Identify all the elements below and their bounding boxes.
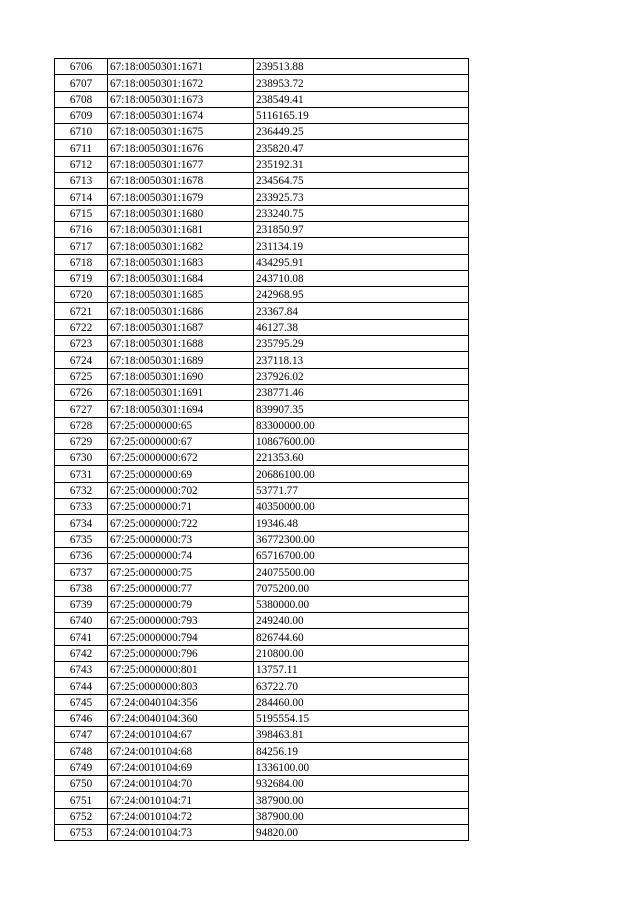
row-number-cell: 6739	[55, 596, 108, 612]
table-row	[55, 336, 469, 352]
row-number-cell: 6714	[55, 189, 108, 205]
cadastral-number-cell: 67:25:0000000:65	[108, 417, 254, 433]
cadastral-number-cell: 67:18:0050301:1680	[108, 205, 254, 221]
cadastral-number-cell: 67:25:0000000:69	[108, 466, 254, 482]
row-number-cell: 6752	[55, 808, 108, 824]
value-cell: 1336100.00	[254, 759, 469, 775]
cadastral-number-cell: 67:18:0050301:1689	[108, 352, 254, 368]
cadastral-number-cell: 67:25:0000000:702	[108, 482, 254, 498]
cadastral-number-cell: 67:25:0000000:794	[108, 629, 254, 645]
cadastral-number-cell: 67:24:0010104:68	[108, 743, 254, 759]
value-cell: 210800.00	[254, 645, 469, 661]
cadastral-number-cell: 67:18:0050301:1671	[108, 59, 254, 75]
cadastral-number-cell: 67:18:0050301:1673	[108, 91, 254, 107]
value-cell: 239513.88	[254, 59, 469, 75]
row-number-cell: 6723	[55, 336, 108, 352]
table-row	[55, 59, 469, 75]
row-number-cell: 6738	[55, 580, 108, 596]
value-cell: 24075500.00	[254, 564, 469, 580]
cadastral-number-cell: 67:18:0050301:1684	[108, 270, 254, 286]
value-cell: 5380000.00	[254, 596, 469, 612]
row-number-cell: 6712	[55, 156, 108, 172]
row-number-cell: 6722	[55, 319, 108, 335]
cadastral-number-cell: 67:18:0050301:1685	[108, 287, 254, 303]
value-cell: 53771.77	[254, 482, 469, 498]
table-row	[55, 743, 469, 759]
value-cell: 387900.00	[254, 808, 469, 824]
row-number-cell: 6740	[55, 613, 108, 629]
table-row	[55, 531, 469, 547]
value-cell: 94820.00	[254, 824, 469, 840]
table-row	[55, 401, 469, 417]
value-cell: 10867600.00	[254, 433, 469, 449]
value-cell: 387900.00	[254, 792, 469, 808]
row-number-cell: 6716	[55, 221, 108, 237]
cadastral-number-cell: 67:24:0010104:71	[108, 792, 254, 808]
table-row	[55, 678, 469, 694]
cadastral-number-cell: 67:24:0010104:67	[108, 727, 254, 743]
row-number-cell: 6733	[55, 499, 108, 515]
table-row	[55, 776, 469, 792]
table-row	[55, 515, 469, 531]
cadastral-number-cell: 67:24:0010104:69	[108, 759, 254, 775]
table-row	[55, 466, 469, 482]
table-row	[55, 287, 469, 303]
cadastral-number-cell: 67:25:0000000:75	[108, 564, 254, 580]
cadastral-number-cell: 67:18:0050301:1679	[108, 189, 254, 205]
table-row	[55, 156, 469, 172]
cadastral-number-cell: 67:18:0050301:1690	[108, 368, 254, 384]
table-row	[55, 482, 469, 498]
value-cell: 235820.47	[254, 140, 469, 156]
value-cell: 249240.00	[254, 613, 469, 629]
row-number-cell: 6743	[55, 661, 108, 677]
row-number-cell: 6744	[55, 678, 108, 694]
value-cell: 23367.84	[254, 303, 469, 319]
row-number-cell: 6742	[55, 645, 108, 661]
cadastral-number-cell: 67:18:0050301:1686	[108, 303, 254, 319]
cadastral-number-cell: 67:24:0040104:356	[108, 694, 254, 710]
cadastral-number-cell: 67:18:0050301:1688	[108, 336, 254, 352]
cadastral-number-cell: 67:18:0050301:1682	[108, 238, 254, 254]
value-cell: 235192.31	[254, 156, 469, 172]
row-number-cell: 6726	[55, 384, 108, 400]
row-number-cell: 6746	[55, 710, 108, 726]
value-cell: 221353.60	[254, 450, 469, 466]
table-row	[55, 368, 469, 384]
value-cell: 236449.25	[254, 124, 469, 140]
row-number-cell: 6753	[55, 824, 108, 840]
cadastral-number-cell: 67:18:0050301:1691	[108, 384, 254, 400]
cadastral-number-cell: 67:25:0000000:67	[108, 433, 254, 449]
cadastral-number-cell: 67:24:0010104:70	[108, 776, 254, 792]
value-cell: 398463.81	[254, 727, 469, 743]
value-cell: 237118.13	[254, 352, 469, 368]
row-number-cell: 6706	[55, 59, 108, 75]
cadastral-number-cell: 67:25:0000000:77	[108, 580, 254, 596]
value-cell: 65716700.00	[254, 547, 469, 563]
cadastral-number-cell: 67:18:0050301:1676	[108, 140, 254, 156]
cadastral-number-cell: 67:25:0000000:803	[108, 678, 254, 694]
value-cell: 5195554.15	[254, 710, 469, 726]
value-cell: 284460.00	[254, 694, 469, 710]
table-row	[55, 221, 469, 237]
value-cell: 243710.08	[254, 270, 469, 286]
table-row	[55, 254, 469, 270]
value-cell: 233925.73	[254, 189, 469, 205]
table-row	[55, 173, 469, 189]
row-number-cell: 6741	[55, 629, 108, 645]
row-number-cell: 6747	[55, 727, 108, 743]
table-row	[55, 824, 469, 840]
table-row	[55, 238, 469, 254]
row-number-cell: 6748	[55, 743, 108, 759]
cadastral-number-cell: 67:25:0000000:796	[108, 645, 254, 661]
row-number-cell: 6728	[55, 417, 108, 433]
row-number-cell: 6721	[55, 303, 108, 319]
row-number-cell: 6718	[55, 254, 108, 270]
row-number-cell: 6710	[55, 124, 108, 140]
cadastral-number-cell: 67:24:0010104:73	[108, 824, 254, 840]
value-cell: 839907.35	[254, 401, 469, 417]
value-cell: 7075200.00	[254, 580, 469, 596]
table-row	[55, 564, 469, 580]
table-row	[55, 792, 469, 808]
row-number-cell: 6734	[55, 515, 108, 531]
cadastral-number-cell: 67:25:0000000:672	[108, 450, 254, 466]
row-number-cell: 6725	[55, 368, 108, 384]
value-cell: 235795.29	[254, 336, 469, 352]
value-cell: 231134.19	[254, 238, 469, 254]
row-number-cell: 6715	[55, 205, 108, 221]
row-number-cell: 6708	[55, 91, 108, 107]
value-cell: 238953.72	[254, 75, 469, 91]
value-cell: 234564.75	[254, 173, 469, 189]
cadastral-number-cell: 67:18:0050301:1678	[108, 173, 254, 189]
cadastral-number-cell: 67:18:0050301:1687	[108, 319, 254, 335]
value-cell: 233240.75	[254, 205, 469, 221]
table-row	[55, 499, 469, 515]
cadastral-number-cell: 67:25:0000000:79	[108, 596, 254, 612]
cadastral-number-cell: 67:18:0050301:1677	[108, 156, 254, 172]
cadastral-number-cell: 67:25:0000000:71	[108, 499, 254, 515]
row-number-cell: 6735	[55, 531, 108, 547]
table-row	[55, 808, 469, 824]
row-number-cell: 6717	[55, 238, 108, 254]
cadastral-number-cell: 67:25:0000000:801	[108, 661, 254, 677]
row-number-cell: 6729	[55, 433, 108, 449]
row-number-cell: 6707	[55, 75, 108, 91]
table-row	[55, 75, 469, 91]
table-row	[55, 629, 469, 645]
cadastral-number-cell: 67:24:0010104:72	[108, 808, 254, 824]
row-number-cell: 6750	[55, 776, 108, 792]
table-body	[55, 59, 469, 841]
value-cell: 932684.00	[254, 776, 469, 792]
table-row	[55, 580, 469, 596]
value-cell: 237926.02	[254, 368, 469, 384]
table-row	[55, 547, 469, 563]
table-row	[55, 352, 469, 368]
table-row	[55, 91, 469, 107]
value-cell: 19346.48	[254, 515, 469, 531]
table-row	[55, 417, 469, 433]
row-number-cell: 6711	[55, 140, 108, 156]
table-row	[55, 140, 469, 156]
value-cell: 13757.11	[254, 661, 469, 677]
table-row	[55, 613, 469, 629]
table-row	[55, 759, 469, 775]
row-number-cell: 6724	[55, 352, 108, 368]
value-cell: 434295.91	[254, 254, 469, 270]
row-number-cell: 6731	[55, 466, 108, 482]
table-row	[55, 433, 469, 449]
row-number-cell: 6732	[55, 482, 108, 498]
row-number-cell: 6751	[55, 792, 108, 808]
value-cell: 231850.97	[254, 221, 469, 237]
table-row	[55, 727, 469, 743]
table-row	[55, 270, 469, 286]
cadastral-number-cell: 67:18:0050301:1681	[108, 221, 254, 237]
table-row	[55, 205, 469, 221]
table-row	[55, 450, 469, 466]
table-row	[55, 661, 469, 677]
row-number-cell: 6730	[55, 450, 108, 466]
value-cell: 84256.19	[254, 743, 469, 759]
cadastral-number-cell: 67:24:0040104:360	[108, 710, 254, 726]
value-cell: 238549.41	[254, 91, 469, 107]
table-row	[55, 710, 469, 726]
value-cell: 5116165.19	[254, 107, 469, 123]
cadastral-number-cell: 67:25:0000000:73	[108, 531, 254, 547]
cadastral-number-cell: 67:18:0050301:1694	[108, 401, 254, 417]
table-row	[55, 124, 469, 140]
value-cell: 20686100.00	[254, 466, 469, 482]
row-number-cell: 6745	[55, 694, 108, 710]
value-cell: 83300000.00	[254, 417, 469, 433]
cadastral-number-cell: 67:25:0000000:793	[108, 613, 254, 629]
table-row	[55, 303, 469, 319]
cadastral-number-cell: 67:25:0000000:74	[108, 547, 254, 563]
cadastral-number-cell: 67:18:0050301:1672	[108, 75, 254, 91]
cadastral-number-cell: 67:18:0050301:1675	[108, 124, 254, 140]
table-row	[55, 596, 469, 612]
row-number-cell: 6736	[55, 547, 108, 563]
table-row	[55, 107, 469, 123]
value-cell: 242968.95	[254, 287, 469, 303]
row-number-cell: 6709	[55, 107, 108, 123]
cadastral-number-cell: 67:25:0000000:722	[108, 515, 254, 531]
cadastral-number-cell: 67:18:0050301:1674	[108, 107, 254, 123]
cadastral-number-cell: 67:18:0050301:1683	[108, 254, 254, 270]
value-cell: 826744.60	[254, 629, 469, 645]
table-row	[55, 645, 469, 661]
row-number-cell: 6719	[55, 270, 108, 286]
row-number-cell: 6713	[55, 173, 108, 189]
row-number-cell: 6749	[55, 759, 108, 775]
table-row	[55, 694, 469, 710]
table-row	[55, 384, 469, 400]
value-cell: 40350000.00	[254, 499, 469, 515]
table-row	[55, 319, 469, 335]
cadastral-value-table	[54, 58, 469, 841]
value-cell: 63722.70	[254, 678, 469, 694]
table-row	[55, 189, 469, 205]
value-cell: 238771.46	[254, 384, 469, 400]
value-cell: 46127.38	[254, 319, 469, 335]
value-cell: 36772300.00	[254, 531, 469, 547]
row-number-cell: 6720	[55, 287, 108, 303]
row-number-cell: 6737	[55, 564, 108, 580]
row-number-cell: 6727	[55, 401, 108, 417]
